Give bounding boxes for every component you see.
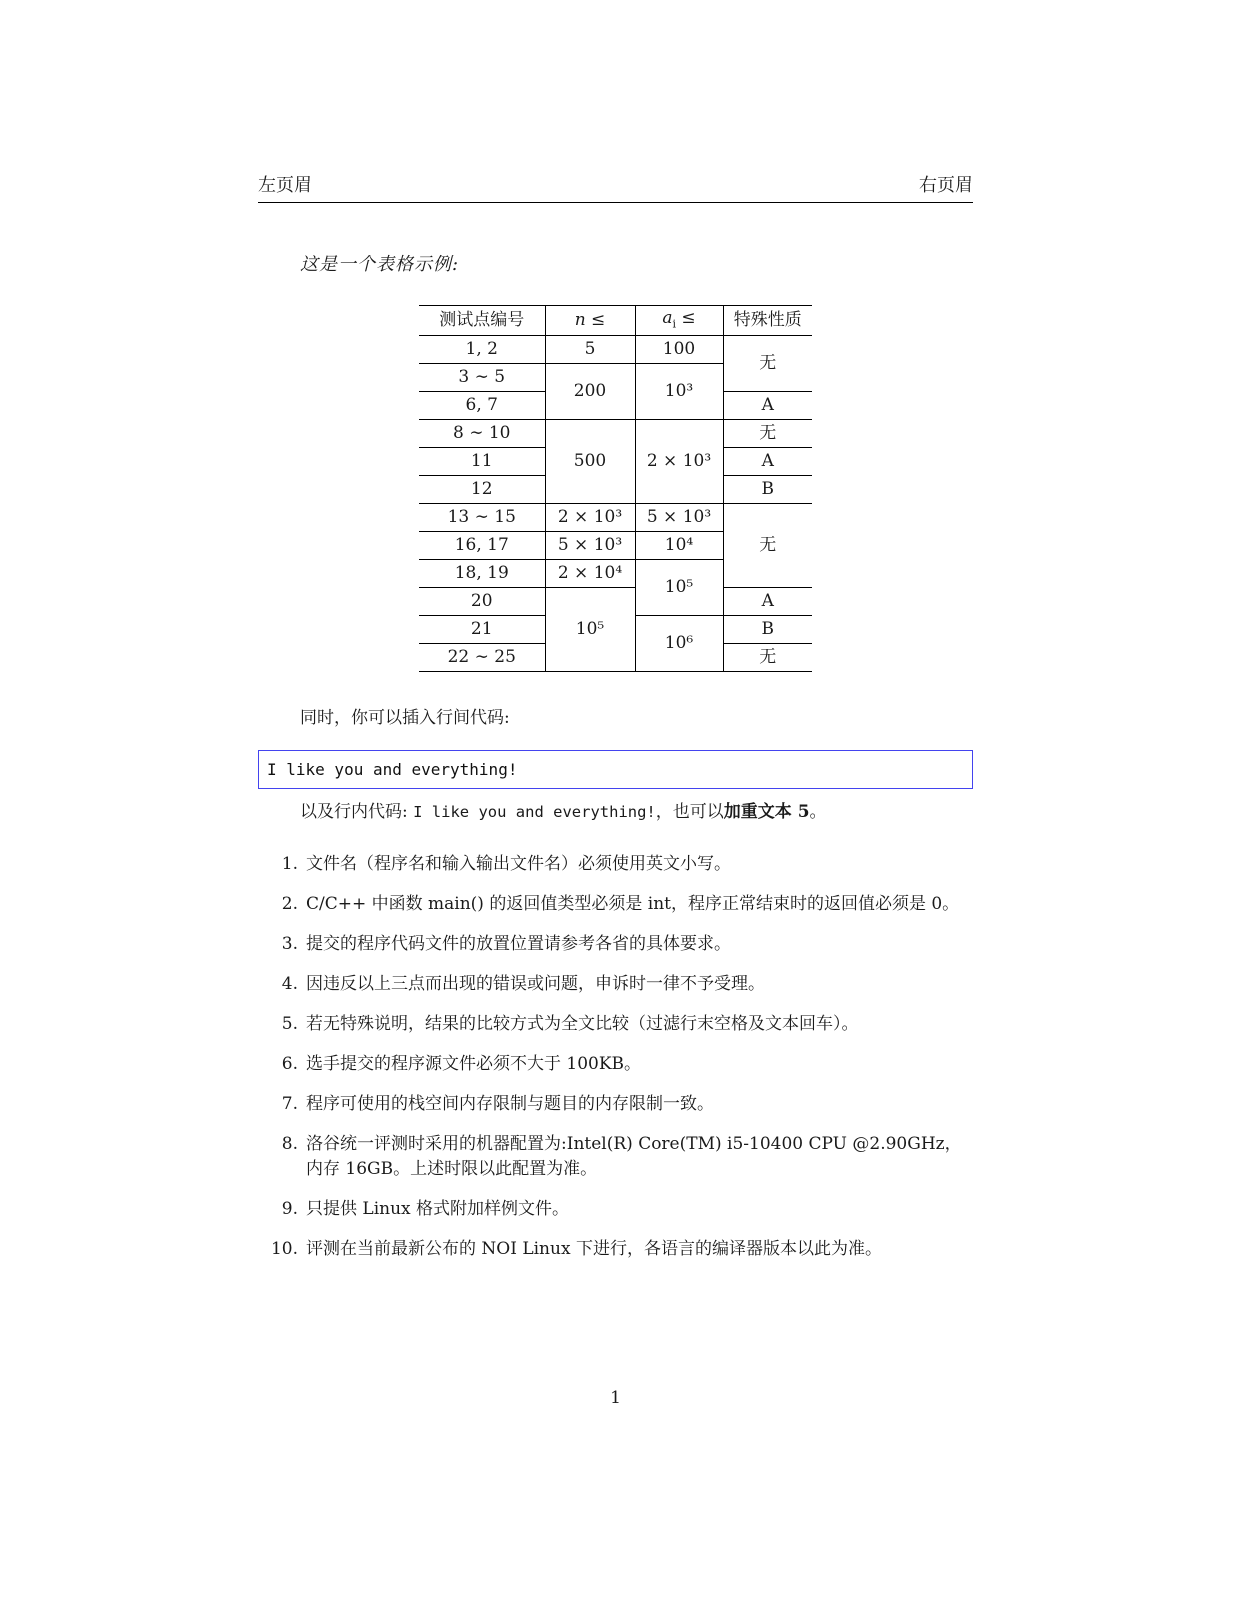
cell-testpoint: 21: [419, 616, 545, 644]
item-number: 9.: [281, 1199, 298, 1219]
table-row: [419, 504, 812, 532]
table-row: [419, 336, 812, 364]
list-item: [258, 1092, 973, 1117]
list-item: [258, 1237, 973, 1262]
inline-middle: ，也可以: [655, 802, 724, 822]
code-text: I like you and everything!: [267, 760, 518, 779]
inline-prefix: 以及行内代码:: [300, 802, 414, 822]
inline-code-sentence: [258, 800, 973, 825]
cell-testpoint: 6, 7: [419, 392, 545, 420]
cell-property: A: [723, 588, 812, 616]
item-number: 5.: [281, 1014, 298, 1034]
list-item: [258, 852, 973, 877]
cell-testpoint: 16, 17: [419, 532, 545, 560]
header-left-text: 左页眉: [258, 175, 312, 196]
cell-ai: 10⁶: [635, 616, 723, 672]
page-number: 1: [610, 1388, 621, 1408]
cell-n: 10⁵: [545, 588, 635, 672]
cell-property: B: [723, 616, 812, 644]
item-number: 2.: [281, 894, 298, 914]
item-text: 评测在当前最新公布的 NOI Linux 下进行，各语言的编译器版本以此为准。: [306, 1239, 882, 1259]
list-item: [258, 1012, 973, 1037]
list-item: [258, 892, 973, 917]
cell-testpoint: 8 ∼ 10: [419, 420, 545, 448]
cell-testpoint: 11: [419, 448, 545, 476]
item-text: 只提供 Linux 格式附加样例文件。: [306, 1199, 570, 1219]
interline-code-intro: 同时，你可以插入行间代码:: [300, 708, 510, 728]
item-text: 提交的程序代码文件的放置位置请参考各省的具体要求。: [306, 934, 731, 954]
cell-ai: 10³: [635, 364, 723, 420]
cell-n: 2 × 10³: [545, 504, 635, 532]
list-item: [258, 932, 973, 957]
cell-n: 200: [545, 364, 635, 420]
page-header: [258, 171, 973, 203]
item-number: 4.: [281, 974, 298, 994]
cell-property: 无: [723, 336, 812, 392]
rules-list: [258, 852, 973, 1262]
inline-bold-text: 加重文本 5: [723, 802, 810, 822]
header-cell-testpoint: 测试点编号: [419, 306, 545, 336]
header-cell-n: n ≤: [545, 306, 635, 336]
cell-n: 5: [545, 336, 635, 364]
interline-code-block: [258, 750, 973, 789]
cell-n: 500: [545, 420, 635, 504]
item-number: 6.: [281, 1054, 298, 1074]
cell-ai: 10⁴: [635, 532, 723, 560]
item-text: 洛谷统一评测时采用的机器配置为:Intel(R) Core(TM) i5-10400 CPU @2.90GHz，内存 16GB。上述时限以此配置为准。: [306, 1134, 962, 1179]
cell-ai: 100: [635, 336, 723, 364]
item-number: 1.: [281, 854, 298, 874]
cell-ai: 5 × 10³: [635, 504, 723, 532]
item-text: 程序可使用的栈空间内存限制与题目的内存限制一致。: [306, 1094, 714, 1114]
cell-property: A: [723, 392, 812, 420]
list-item: [258, 1132, 973, 1182]
item-text: 若无特殊说明，结果的比较方式为全文比较（过滤行末空格及文本回车）。: [306, 1014, 859, 1034]
cell-testpoint: 3 ∼ 5: [419, 364, 545, 392]
table-header-row: [419, 306, 812, 336]
cell-ai: 2 × 10³: [635, 420, 723, 504]
item-number: 10.: [270, 1239, 298, 1259]
header-right-text: 右页眉: [919, 175, 973, 196]
table-row: [419, 420, 812, 448]
item-number: 8.: [281, 1134, 298, 1154]
table-caption: 这是一个表格示例:: [300, 254, 460, 275]
cell-property: 无: [723, 644, 812, 672]
list-item: [258, 972, 973, 997]
cell-property: 无: [723, 504, 812, 588]
cell-n: 5 × 10³: [545, 532, 635, 560]
document-page: [258, 0, 973, 1604]
inline-suffix: 。: [809, 802, 827, 822]
list-item: [258, 1197, 973, 1222]
item-text: 文件名（程序名和输入输出文件名）必须使用英文小写。: [306, 854, 731, 874]
cell-testpoint: 22 ∼ 25: [419, 644, 545, 672]
inline-code-text: I like you and everything!: [413, 803, 656, 821]
header-cell-property: 特殊性质: [723, 306, 812, 336]
item-text: 选手提交的程序源文件必须不大于 100KB。: [306, 1054, 642, 1074]
item-number: 7.: [281, 1094, 298, 1114]
cell-ai: 10⁵: [635, 560, 723, 616]
cell-property: B: [723, 476, 812, 504]
item-text: C/C++ 中函数 main() 的返回值类型必须是 int，程序正常结束时的返回值必须是 0。: [306, 894, 960, 914]
header-cell-ai: $a_i$ ≤: [635, 306, 723, 336]
constraints-table: [419, 305, 812, 672]
cell-testpoint: 12: [419, 476, 545, 504]
cell-testpoint: 20: [419, 588, 545, 616]
cell-testpoint: 18, 19: [419, 560, 545, 588]
item-text: 因违反以上三点而出现的错误或问题，申诉时一律不予受理。: [306, 974, 765, 994]
cell-property: 无: [723, 420, 812, 448]
list-item: [258, 1052, 973, 1077]
item-number: 3.: [281, 934, 298, 954]
cell-property: A: [723, 448, 812, 476]
cell-n: 2 × 10⁴: [545, 560, 635, 588]
table-row: [419, 588, 812, 616]
cell-testpoint: 13 ∼ 15: [419, 504, 545, 532]
cell-testpoint: 1, 2: [419, 336, 545, 364]
